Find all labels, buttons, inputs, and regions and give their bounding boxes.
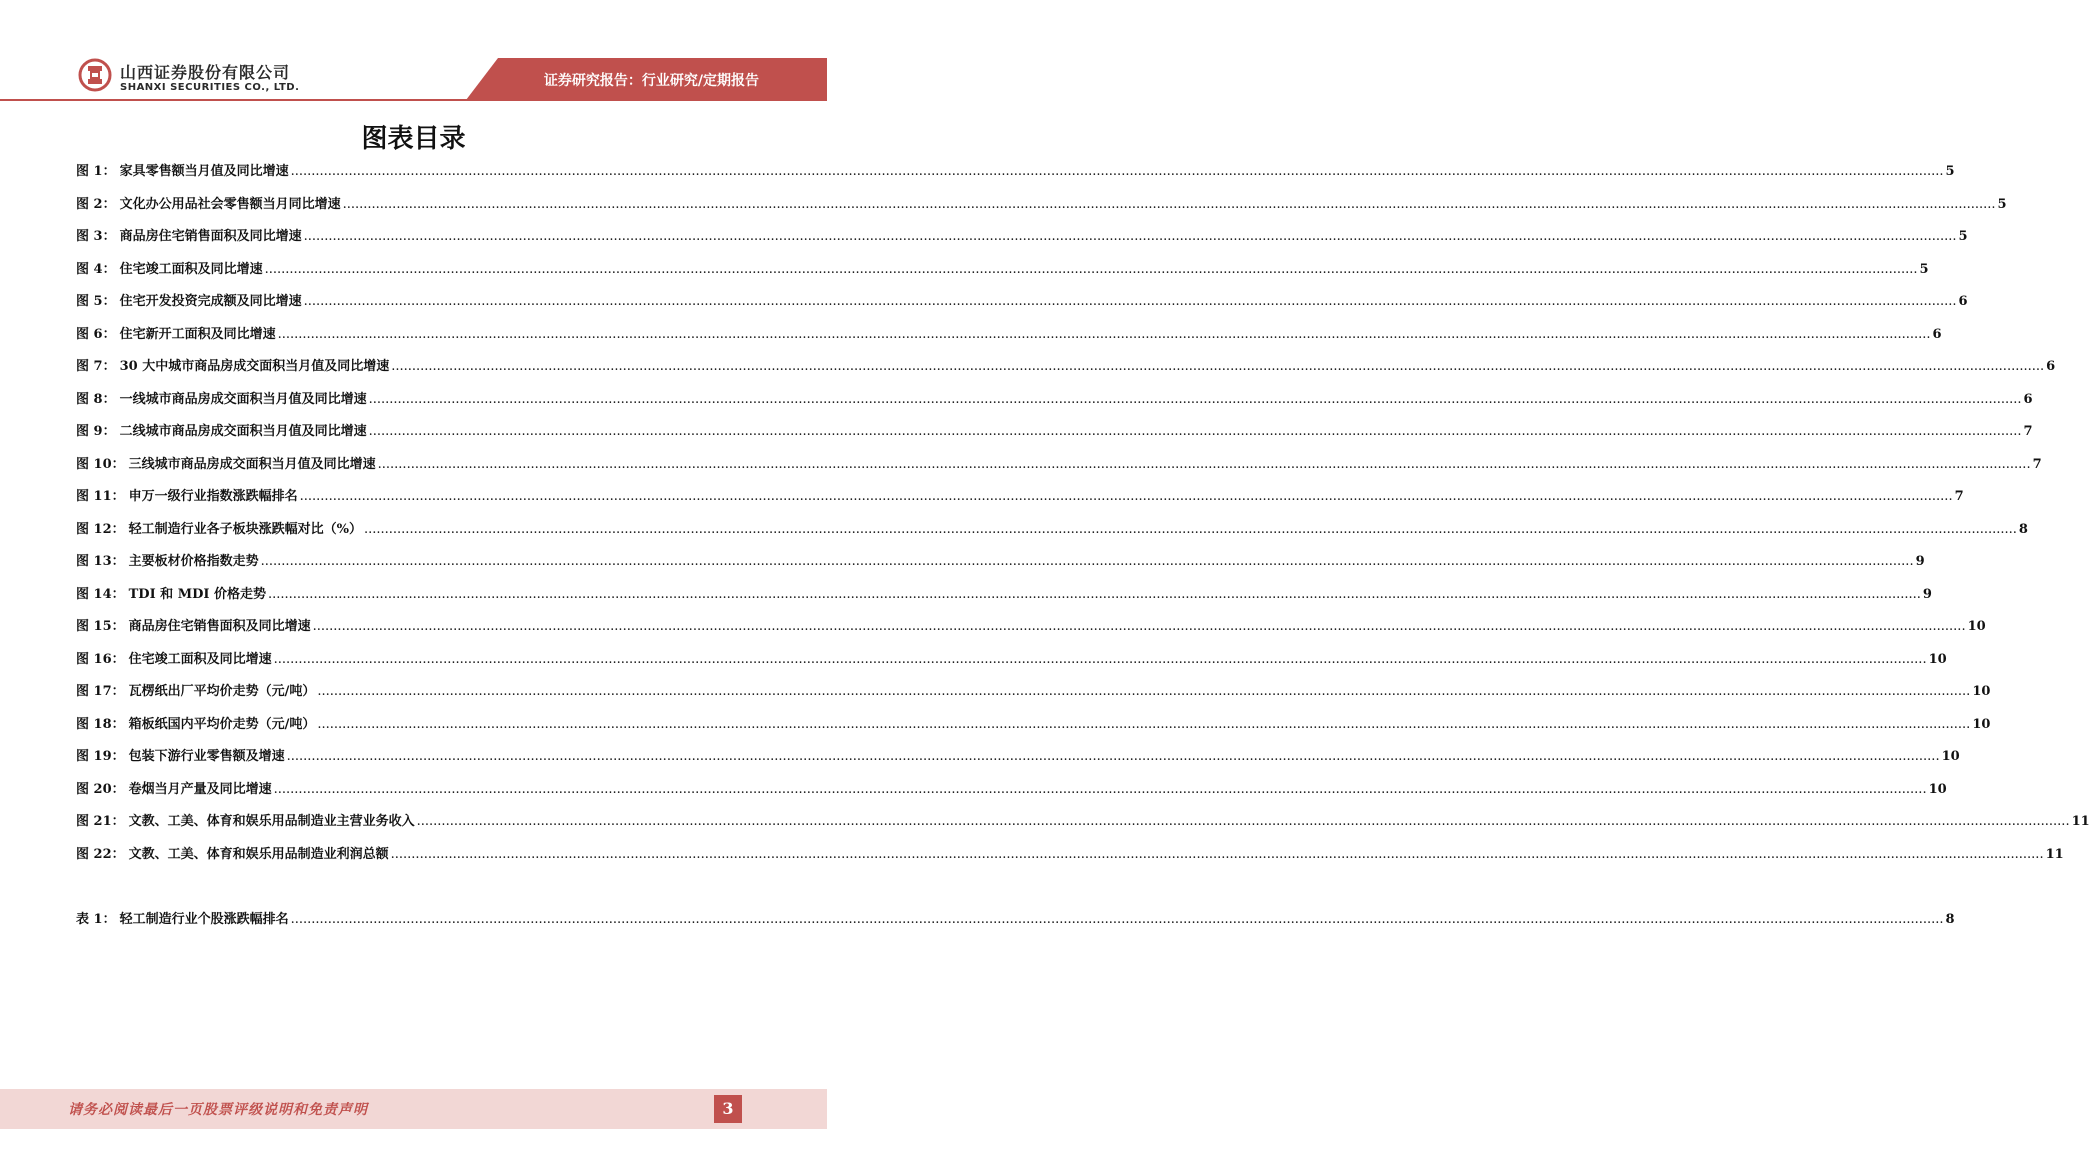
figure-page-number: 10 bbox=[1967, 619, 1986, 634]
figure-label: 图 20： bbox=[76, 781, 125, 797]
figure-title: 二线城市商品房成交面积当月值及同比增速 bbox=[119, 424, 367, 439]
leader-dots: ................................................................................................................................................................................................................................................................................................................................................................................................................ bbox=[363, 521, 2017, 537]
figure-entry[interactable] bbox=[76, 420, 2033, 440]
figure-label: 图 18： bbox=[76, 716, 125, 732]
leader-dots: ................................................................................................................................................................................................................................................................................................................................................................................................................ bbox=[273, 781, 1927, 797]
figure-page-number: 10 bbox=[1972, 684, 1991, 699]
figure-page-number: 6 bbox=[2023, 391, 2033, 407]
figure-title: TDI 和 MDI 价格走势 bbox=[128, 586, 266, 602]
figure-label: 图 2： bbox=[76, 196, 116, 212]
figure-label: 图 7： bbox=[76, 359, 116, 374]
figure-label: 图 5： bbox=[76, 294, 116, 309]
figure-entry[interactable] bbox=[76, 485, 1964, 505]
header-divider bbox=[0, 99, 827, 101]
figure-page-number: 11 bbox=[2045, 846, 2064, 862]
figure-label: 图 11： bbox=[76, 489, 125, 504]
figure-title: 包装下游行业零售额及增速 bbox=[128, 749, 285, 764]
figure-label: 图 17： bbox=[76, 684, 125, 699]
figure-label: 图 3： bbox=[76, 229, 116, 244]
figure-entry[interactable] bbox=[76, 615, 1986, 635]
figure-title: 商品房住宅销售面积及同比增速 bbox=[119, 229, 302, 244]
figure-title: 商品房住宅销售面积及同比增速 bbox=[128, 619, 311, 634]
figure-title: 住宅新开工面积及同比增速 bbox=[119, 326, 276, 342]
figure-label: 图 6： bbox=[76, 326, 116, 342]
leader-dots: ................................................................................................................................................................................................................................................................................................................................................................................................................ bbox=[299, 489, 1953, 504]
figure-page-number: 11 bbox=[2071, 814, 2090, 829]
figure-entry[interactable] bbox=[76, 713, 1991, 733]
figure-page-number: 10 bbox=[1972, 716, 1991, 732]
leader-dots: ................................................................................................................................................................................................................................................................................................................................................................................................................ bbox=[303, 294, 1957, 309]
leader-dots: ................................................................................................................................................................................................................................................................................................................................................................................................................ bbox=[368, 424, 2022, 439]
report-type-label: 证券研究报告：行业研究/定期报告 bbox=[543, 73, 759, 89]
figure-page-number: 5 bbox=[1997, 196, 2007, 212]
figure-label: 图 1： bbox=[76, 164, 116, 179]
figure-label: 图 8： bbox=[76, 391, 116, 407]
figure-title: 主要板材价格指数走势 bbox=[128, 554, 259, 569]
figure-page-number: 8 bbox=[2018, 521, 2028, 537]
leader-dots: ................................................................................................................................................................................................................................................................................................................................................................................................................ bbox=[286, 749, 1940, 764]
figure-label: 图 13： bbox=[76, 554, 125, 569]
leader-dots: ................................................................................................................................................................................................................................................................................................................................................................................................................ bbox=[377, 456, 2031, 472]
figure-entry[interactable] bbox=[76, 193, 2007, 213]
figure-entry[interactable] bbox=[76, 648, 1947, 668]
figure-entry[interactable] bbox=[76, 550, 1925, 570]
leader-dots: ................................................................................................................................................................................................................................................................................................................................................................................................................ bbox=[342, 196, 1996, 212]
figure-page-number: 7 bbox=[1954, 489, 1964, 504]
figure-entry[interactable] bbox=[76, 453, 2042, 473]
leader-dots: ................................................................................................................................................................................................................................................................................................................................................................................................................ bbox=[303, 229, 1957, 244]
leader-dots: ................................................................................................................................................................................................................................................................................................................................................................................................................ bbox=[273, 651, 1927, 667]
figure-entry[interactable] bbox=[76, 843, 2064, 863]
figure-page-number: 10 bbox=[1941, 749, 1960, 764]
figure-entry[interactable] bbox=[76, 323, 1942, 343]
figure-label: 图 21： bbox=[76, 814, 125, 829]
leader-dots: ................................................................................................................................................................................................................................................................................................................................................................................................................ bbox=[390, 846, 2044, 862]
company-name-en: SHANXI SECURITIES CO., LTD. bbox=[120, 82, 300, 93]
figure-page-number: 6 bbox=[2046, 359, 2056, 374]
figure-title: 家具零售额当月值及同比增速 bbox=[119, 164, 289, 179]
figure-title: 三线城市商品房成交面积当月值及同比增速 bbox=[128, 456, 376, 472]
figure-title: 住宅开发投资完成额及同比增速 bbox=[119, 294, 302, 309]
figure-page-number: 5 bbox=[1919, 261, 1929, 277]
figure-label: 图 14： bbox=[76, 586, 125, 602]
figure-label: 图 10： bbox=[76, 456, 125, 472]
figure-page-number: 6 bbox=[1958, 294, 1968, 309]
leader-dots: ................................................................................................................................................................................................................................................................................................................................................................................................................ bbox=[264, 261, 1918, 277]
table-label: 表 1： bbox=[76, 912, 116, 927]
leader-dots: ................................................................................................................................................................................................................................................................................................................................................................................................................ bbox=[317, 684, 1971, 699]
table-title: 轻工制造行业个股涨跌幅排名 bbox=[119, 912, 289, 927]
figure-page-number: 9 bbox=[1915, 554, 1925, 569]
figure-entry[interactable] bbox=[76, 355, 2056, 375]
figure-label: 图 22： bbox=[76, 846, 125, 862]
figure-label: 图 9： bbox=[76, 424, 116, 439]
figure-entry[interactable] bbox=[76, 388, 2033, 408]
company-logo-icon bbox=[78, 58, 112, 92]
figure-entry[interactable] bbox=[76, 160, 1955, 180]
leader-dots: ................................................................................................................................................................................................................................................................................................................................................................................................................ bbox=[368, 391, 2022, 407]
figure-entry[interactable] bbox=[76, 225, 1968, 245]
figure-title: 一线城市商品房成交面积当月值及同比增速 bbox=[119, 391, 367, 407]
figure-page-number: 7 bbox=[2032, 456, 2042, 472]
leader-dots: ................................................................................................................................................................................................................................................................................................................................................................................................................ bbox=[290, 164, 1944, 179]
figure-page-number: 7 bbox=[2023, 424, 2033, 439]
leader-dots: ................................................................................................................................................................................................................................................................................................................................................................................................................ bbox=[277, 326, 1931, 342]
figure-title: 卷烟当月产量及同比增速 bbox=[128, 781, 272, 797]
figure-entry[interactable] bbox=[76, 810, 2090, 830]
page-header bbox=[0, 0, 827, 110]
page-number: 3 bbox=[714, 1095, 742, 1123]
footer-disclaimer: 请务必阅读最后一页股票评级说明和免责声明 bbox=[68, 1102, 368, 1118]
figure-label: 图 16： bbox=[76, 651, 125, 667]
leader-dots: ................................................................................................................................................................................................................................................................................................................................................................................................................ bbox=[416, 814, 2070, 829]
figure-page-number: 10 bbox=[1928, 781, 1947, 797]
figure-title: 30 大中城市商品房成交面积当月值及同比增速 bbox=[119, 359, 390, 374]
leader-dots: ................................................................................................................................................................................................................................................................................................................................................................................................................ bbox=[312, 619, 1966, 634]
table-page-number: 8 bbox=[1945, 912, 1955, 927]
leader-dots: ................................................................................................................................................................................................................................................................................................................................................................................................................ bbox=[290, 912, 1944, 927]
figure-page-number: 9 bbox=[1922, 586, 1932, 602]
figure-title: 申万一级行业指数涨跌幅排名 bbox=[128, 489, 298, 504]
figure-title: 文教、工美、体育和娱乐用品制造业利润总额 bbox=[128, 846, 389, 862]
page-title: 图表目录 bbox=[361, 124, 466, 154]
leader-dots: ................................................................................................................................................................................................................................................................................................................................................................................................................ bbox=[260, 554, 1914, 569]
figure-entry[interactable] bbox=[76, 258, 1929, 278]
figure-entry[interactable] bbox=[76, 778, 1947, 798]
figure-entry[interactable] bbox=[76, 680, 1991, 700]
table-entry[interactable] bbox=[76, 908, 1955, 928]
figure-entry[interactable] bbox=[76, 290, 1968, 310]
figure-page-number: 10 bbox=[1928, 651, 1947, 667]
figure-title: 文化办公用品社会零售额当月同比增速 bbox=[119, 196, 341, 212]
figure-page-number: 5 bbox=[1958, 229, 1968, 244]
leader-dots: ................................................................................................................................................................................................................................................................................................................................................................................................................ bbox=[391, 359, 2045, 374]
leader-dots: ................................................................................................................................................................................................................................................................................................................................................................................................................ bbox=[317, 716, 1971, 732]
company-name-cn: 山西证券股份有限公司 bbox=[120, 63, 291, 82]
figure-label: 图 4： bbox=[76, 261, 116, 277]
figure-label: 图 19： bbox=[76, 749, 125, 764]
figure-title: 轻工制造行业各子板块涨跌幅对比（%） bbox=[128, 521, 362, 537]
figure-title: 箱板纸国内平均价走势（元/吨） bbox=[128, 716, 316, 732]
figure-entry[interactable] bbox=[76, 583, 1932, 603]
figure-page-number: 5 bbox=[1945, 164, 1955, 179]
figure-page-number: 6 bbox=[1932, 326, 1942, 342]
figure-entry[interactable] bbox=[76, 745, 1960, 765]
figure-title: 住宅竣工面积及同比增速 bbox=[119, 261, 263, 277]
figure-title: 瓦楞纸出厂平均价走势（元/吨） bbox=[128, 684, 316, 699]
figure-title: 文教、工美、体育和娱乐用品制造业主营业务收入 bbox=[128, 814, 415, 829]
leader-dots: ................................................................................................................................................................................................................................................................................................................................................................................................................ bbox=[267, 586, 1921, 602]
figure-label: 图 15： bbox=[76, 619, 125, 634]
figure-title: 住宅竣工面积及同比增速 bbox=[128, 651, 272, 667]
figure-entry[interactable] bbox=[76, 518, 2028, 538]
figure-label: 图 12： bbox=[76, 521, 125, 537]
